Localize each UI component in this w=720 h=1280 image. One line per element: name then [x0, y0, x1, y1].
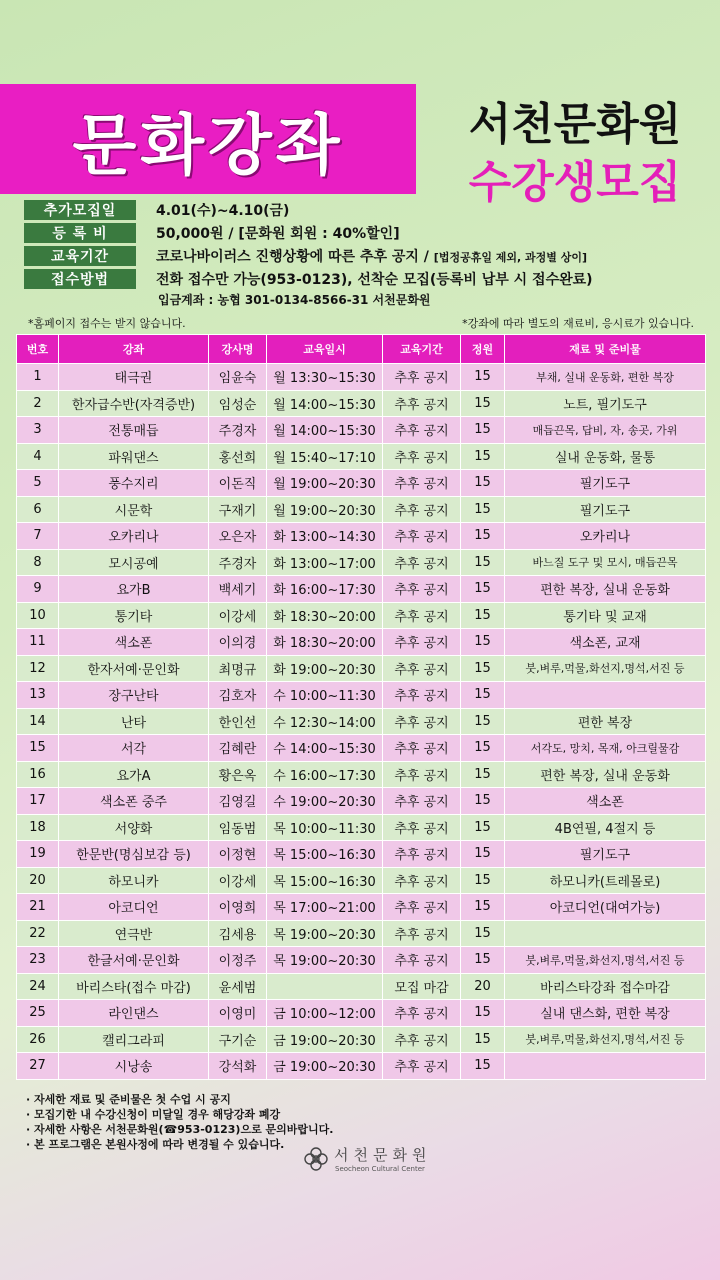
table-row [17, 1053, 706, 1080]
footnote: · 본 프로그램은 본원사정에 따라 변경될 수 있습니다. [26, 1138, 285, 1151]
cell-schedule: 화 19:00~20:30 [267, 655, 383, 682]
cell-capacity: 15 [461, 1053, 505, 1080]
cell-no: 17 [17, 788, 59, 815]
cell-period: 추후 공지 [383, 682, 461, 709]
cell-capacity: 15 [461, 417, 505, 444]
logo-name-en: Seocheon Cultural Center [335, 1165, 425, 1173]
cell-capacity: 15 [461, 788, 505, 815]
cell-instructor: 이정현 [209, 841, 267, 868]
table-row [17, 814, 706, 841]
cell-course: 색소폰 중주 [59, 788, 209, 815]
cell-no: 24 [17, 973, 59, 1000]
cell-capacity: 15 [461, 867, 505, 894]
cell-period: 추후 공지 [383, 735, 461, 762]
cell-period: 추후 공지 [383, 947, 461, 974]
cell-no: 2 [17, 390, 59, 417]
cell-course: 서양화 [59, 814, 209, 841]
cell-schedule: 목 10:00~11:30 [267, 814, 383, 841]
cell-capacity: 15 [461, 1000, 505, 1027]
cell-course: 태극권 [59, 364, 209, 391]
cell-course: 풍수지리 [59, 470, 209, 497]
table-row [17, 470, 706, 497]
header-period: 교육기간 [383, 335, 461, 364]
cell-instructor: 구기순 [209, 1026, 267, 1053]
course-table [16, 334, 706, 1080]
footnote: · 자세한 재료 및 준비물은 첫 수업 시 공지 [26, 1093, 231, 1106]
cell-instructor: 윤세범 [209, 973, 267, 1000]
cell-schedule: 목 15:00~16:30 [267, 867, 383, 894]
cell-course: 라인댄스 [59, 1000, 209, 1027]
cell-materials: 붓,벼루,먹물,화선지,명석,서진 등 [505, 947, 706, 974]
table-row [17, 867, 706, 894]
cell-materials: 실내 운동화, 물통 [505, 443, 706, 470]
cell-no: 26 [17, 1026, 59, 1053]
cell-schedule: 월 19:00~20:30 [267, 496, 383, 523]
cell-no: 15 [17, 735, 59, 762]
table-row [17, 576, 706, 603]
cell-capacity: 15 [461, 655, 505, 682]
cell-instructor: 이정주 [209, 947, 267, 974]
cell-schedule: 화 13:00~17:00 [267, 549, 383, 576]
table-row [17, 841, 706, 868]
cell-no: 1 [17, 364, 59, 391]
cell-period: 추후 공지 [383, 894, 461, 921]
cell-instructor: 강석화 [209, 1053, 267, 1080]
org-logo [302, 1144, 431, 1173]
cell-schedule: 월 14:00~15:30 [267, 417, 383, 444]
footnotes [26, 1092, 333, 1152]
cell-materials: 하모니카(트레몰로) [505, 867, 706, 894]
header-capacity: 정원 [461, 335, 505, 364]
cell-course: 한자서예·문인화 [59, 655, 209, 682]
cell-no: 21 [17, 894, 59, 921]
table-row [17, 708, 706, 735]
cell-schedule: 금 19:00~20:30 [267, 1053, 383, 1080]
info-value: 50,000원 / [문화원 회원 : 40%할인] [156, 226, 400, 242]
table-row [17, 973, 706, 1000]
cell-period: 추후 공지 [383, 470, 461, 497]
cell-no: 23 [17, 947, 59, 974]
cell-no: 8 [17, 549, 59, 576]
info-value: 4.01(수)~4.10(금) [156, 203, 290, 219]
cell-period: 추후 공지 [383, 496, 461, 523]
cell-period: 추후 공지 [383, 1053, 461, 1080]
cell-capacity: 15 [461, 364, 505, 391]
cell-course: 모시공예 [59, 549, 209, 576]
cell-capacity: 15 [461, 947, 505, 974]
table-row [17, 655, 706, 682]
cell-instructor: 김혜란 [209, 735, 267, 762]
cell-instructor: 임동범 [209, 814, 267, 841]
cell-schedule: 월 13:30~15:30 [267, 364, 383, 391]
cell-materials: 4B연필, 4절지 등 [505, 814, 706, 841]
cell-schedule: 수 12:30~14:00 [267, 708, 383, 735]
cell-period: 모집 마감 [383, 973, 461, 1000]
recruit-heading: 수강생모집 [468, 157, 682, 208]
cell-capacity: 15 [461, 576, 505, 603]
cell-period: 추후 공지 [383, 576, 461, 603]
cell-course: 요가B [59, 576, 209, 603]
flower-emblem-icon [302, 1145, 330, 1173]
cell-capacity: 15 [461, 814, 505, 841]
cell-schedule: 목 17:00~21:00 [267, 894, 383, 921]
table-row [17, 894, 706, 921]
cell-course: 난타 [59, 708, 209, 735]
cell-course: 색소폰 [59, 629, 209, 656]
cell-period: 추후 공지 [383, 417, 461, 444]
cell-schedule: 화 16:00~17:30 [267, 576, 383, 603]
cell-schedule: 목 15:00~16:30 [267, 841, 383, 868]
cell-materials: 매듭끈목, 답비, 자, 송곳, 가위 [505, 417, 706, 444]
table-header-row [17, 335, 706, 364]
cell-course: 시낭송 [59, 1053, 209, 1080]
cell-capacity: 15 [461, 390, 505, 417]
cell-instructor: 주경자 [209, 417, 267, 444]
cell-instructor: 임윤숙 [209, 364, 267, 391]
cell-capacity: 15 [461, 496, 505, 523]
header-instructor: 강사명 [209, 335, 267, 364]
header-course: 강좌 [59, 335, 209, 364]
cell-no: 4 [17, 443, 59, 470]
cell-materials: 서각도, 망치, 목재, 아크릴물감 [505, 735, 706, 762]
cell-no: 11 [17, 629, 59, 656]
cell-course: 시문학 [59, 496, 209, 523]
info-row-method [24, 269, 593, 289]
cell-schedule: 수 19:00~20:30 [267, 788, 383, 815]
cell-materials [505, 682, 706, 709]
cell-materials: 아코디언(대여가능) [505, 894, 706, 921]
info-value: 코로나바이러스 진행상황에 따른 추후 공지 / [법정공휴일 제외, 과정별 상이] [156, 249, 588, 265]
cell-schedule: 화 18:30~20:00 [267, 602, 383, 629]
cell-instructor: 구재기 [209, 496, 267, 523]
cell-course: 연극반 [59, 920, 209, 947]
table-row [17, 602, 706, 629]
cell-schedule: 화 18:30~20:00 [267, 629, 383, 656]
footnote: · 모집기한 내 수강신청이 미달일 경우 해당강좌 폐강 [26, 1108, 281, 1121]
note-fees: *강좌에 따라 별도의 재료비, 응시료가 있습니다. [462, 317, 694, 330]
cell-materials: 오카리나 [505, 523, 706, 550]
logo-text [334, 1144, 431, 1173]
cell-materials: 통기타 및 교재 [505, 602, 706, 629]
table-row [17, 549, 706, 576]
cell-period: 추후 공지 [383, 443, 461, 470]
cell-schedule: 월 15:40~17:10 [267, 443, 383, 470]
cell-capacity: 15 [461, 549, 505, 576]
cell-course: 바리스타(접수 마감) [59, 973, 209, 1000]
table-row [17, 629, 706, 656]
cell-materials: 색소폰, 교재 [505, 629, 706, 656]
cell-schedule: 화 13:00~14:30 [267, 523, 383, 550]
info-row-period [24, 200, 289, 220]
cell-capacity: 15 [461, 682, 505, 709]
cell-materials: 붓,벼루,먹물,화선지,명석,서진 등 [505, 1026, 706, 1053]
cell-materials: 필기도구 [505, 496, 706, 523]
cell-no: 5 [17, 470, 59, 497]
cell-capacity: 15 [461, 523, 505, 550]
cell-schedule: 월 19:00~20:30 [267, 470, 383, 497]
cell-no: 22 [17, 920, 59, 947]
cell-period: 추후 공지 [383, 1000, 461, 1027]
cell-instructor: 오은자 [209, 523, 267, 550]
cell-course: 하모니카 [59, 867, 209, 894]
cell-period: 추후 공지 [383, 629, 461, 656]
cell-materials: 붓,벼루,먹물,화선지,명석,서진 등 [505, 655, 706, 682]
table-row [17, 761, 706, 788]
cell-period: 추후 공지 [383, 761, 461, 788]
cell-instructor: 이돈직 [209, 470, 267, 497]
cell-period: 추후 공지 [383, 390, 461, 417]
cell-instructor: 김세용 [209, 920, 267, 947]
cell-instructor: 김영길 [209, 788, 267, 815]
org-name: 서천문화원 [468, 99, 682, 150]
cell-course: 한문반(명심보감 등) [59, 841, 209, 868]
note-homepage: *홈페이지 접수는 받지 않습니다. [28, 317, 186, 330]
cell-capacity: 15 [461, 629, 505, 656]
cell-instructor: 황은옥 [209, 761, 267, 788]
cell-course: 서각 [59, 735, 209, 762]
table-row [17, 920, 706, 947]
cell-capacity: 15 [461, 761, 505, 788]
cell-no: 6 [17, 496, 59, 523]
cell-instructor: 이의경 [209, 629, 267, 656]
title-banner [0, 84, 416, 194]
cell-no: 20 [17, 867, 59, 894]
cell-materials: 편한 복장 [505, 708, 706, 735]
cell-instructor: 이영희 [209, 894, 267, 921]
cell-period: 추후 공지 [383, 549, 461, 576]
info-row-fee [24, 223, 400, 243]
table-row [17, 788, 706, 815]
cell-period: 추후 공지 [383, 708, 461, 735]
cell-capacity: 15 [461, 602, 505, 629]
info-row-duration [24, 246, 587, 266]
footnote: · 자세한 사항은 서천문화원(☎953-0123)으로 문의바랍니다. [26, 1123, 334, 1136]
table-row [17, 1000, 706, 1027]
cell-schedule: 목 19:00~20:30 [267, 947, 383, 974]
cell-instructor: 임성순 [209, 390, 267, 417]
cell-materials [505, 1053, 706, 1080]
cell-period: 추후 공지 [383, 788, 461, 815]
info-label: 접수방법 [24, 269, 136, 289]
cell-capacity: 15 [461, 1026, 505, 1053]
cell-no: 3 [17, 417, 59, 444]
cell-instructor: 이강세 [209, 602, 267, 629]
cell-materials: 필기도구 [505, 470, 706, 497]
cell-instructor: 백세기 [209, 576, 267, 603]
cell-instructor: 홍선희 [209, 443, 267, 470]
cell-instructor: 이강세 [209, 867, 267, 894]
cell-schedule: 수 14:00~15:30 [267, 735, 383, 762]
cell-materials: 편한 복장, 실내 운동화 [505, 576, 706, 603]
cell-no: 14 [17, 708, 59, 735]
cell-period: 추후 공지 [383, 1026, 461, 1053]
cell-materials: 바리스타강좌 접수마감 [505, 973, 706, 1000]
cell-period: 추후 공지 [383, 841, 461, 868]
cell-instructor: 최명규 [209, 655, 267, 682]
cell-period: 추후 공지 [383, 814, 461, 841]
cell-materials: 부채, 실내 운동화, 편한 복장 [505, 364, 706, 391]
cell-period: 추후 공지 [383, 920, 461, 947]
cell-materials [505, 920, 706, 947]
bank-account: 입금계좌 : 농협 301-0134-8566-31 서천문화원 [158, 293, 431, 307]
header-schedule: 교육일시 [267, 335, 383, 364]
cell-schedule: 목 19:00~20:30 [267, 920, 383, 947]
info-label: 교육기간 [24, 246, 136, 266]
cell-course: 요가A [59, 761, 209, 788]
cell-course: 장구난타 [59, 682, 209, 709]
table-row [17, 443, 706, 470]
cell-period: 추후 공지 [383, 867, 461, 894]
cell-period: 추후 공지 [383, 655, 461, 682]
cell-capacity: 15 [461, 841, 505, 868]
cell-period: 추후 공지 [383, 602, 461, 629]
cell-capacity: 15 [461, 470, 505, 497]
cell-no: 16 [17, 761, 59, 788]
cell-no: 10 [17, 602, 59, 629]
cell-schedule: 수 10:00~11:30 [267, 682, 383, 709]
cell-no: 25 [17, 1000, 59, 1027]
cell-no: 7 [17, 523, 59, 550]
table-row [17, 417, 706, 444]
table-row [17, 496, 706, 523]
cell-no: 12 [17, 655, 59, 682]
cell-instructor: 이영미 [209, 1000, 267, 1027]
cell-schedule: 금 19:00~20:30 [267, 1026, 383, 1053]
table-row [17, 1026, 706, 1053]
cell-capacity: 15 [461, 735, 505, 762]
cell-instructor: 김호자 [209, 682, 267, 709]
cell-course: 오카리나 [59, 523, 209, 550]
cell-materials: 바느질 도구 및 모시, 매듭끈목 [505, 549, 706, 576]
table-row [17, 682, 706, 709]
cell-schedule: 금 10:00~12:00 [267, 1000, 383, 1027]
cell-no: 13 [17, 682, 59, 709]
info-value: 전화 접수만 가능(953-0123), 선착순 모집(등록비 납부 시 접수완료) [156, 272, 593, 288]
header-materials: 재료 및 준비물 [505, 335, 706, 364]
cell-capacity: 15 [461, 920, 505, 947]
cell-instructor: 한인선 [209, 708, 267, 735]
cell-materials: 편한 복장, 실내 운동화 [505, 761, 706, 788]
cell-no: 27 [17, 1053, 59, 1080]
cell-no: 19 [17, 841, 59, 868]
table-row [17, 364, 706, 391]
cell-capacity: 15 [461, 708, 505, 735]
header-no: 번호 [17, 335, 59, 364]
cell-materials: 노트, 필기도구 [505, 390, 706, 417]
cell-period: 추후 공지 [383, 523, 461, 550]
cell-course: 전통매듭 [59, 417, 209, 444]
cell-no: 18 [17, 814, 59, 841]
cell-course: 한자급수반(자격증반) [59, 390, 209, 417]
cell-course: 아코디언 [59, 894, 209, 921]
cell-schedule [267, 973, 383, 1000]
cell-schedule: 수 16:00~17:30 [267, 761, 383, 788]
cell-capacity: 15 [461, 894, 505, 921]
cell-course: 통기타 [59, 602, 209, 629]
cell-schedule: 월 14:00~15:30 [267, 390, 383, 417]
cell-no: 9 [17, 576, 59, 603]
cell-instructor: 주경자 [209, 549, 267, 576]
cell-materials: 필기도구 [505, 841, 706, 868]
table-row [17, 523, 706, 550]
table-row [17, 390, 706, 417]
cell-period: 추후 공지 [383, 364, 461, 391]
cell-capacity: 20 [461, 973, 505, 1000]
table-row [17, 947, 706, 974]
cell-course: 한글서예·문인화 [59, 947, 209, 974]
logo-name: 서천문화원 [334, 1146, 432, 1164]
cell-materials: 실내 댄스화, 편한 복장 [505, 1000, 706, 1027]
info-label: 등 록 비 [24, 223, 136, 243]
table-row [17, 735, 706, 762]
cell-course: 캘리그라피 [59, 1026, 209, 1053]
info-label: 추가모집일 [24, 200, 136, 220]
cell-materials: 색소폰 [505, 788, 706, 815]
page-title: 문화강좌 [72, 106, 344, 184]
cell-course: 파워댄스 [59, 443, 209, 470]
cell-capacity: 15 [461, 443, 505, 470]
